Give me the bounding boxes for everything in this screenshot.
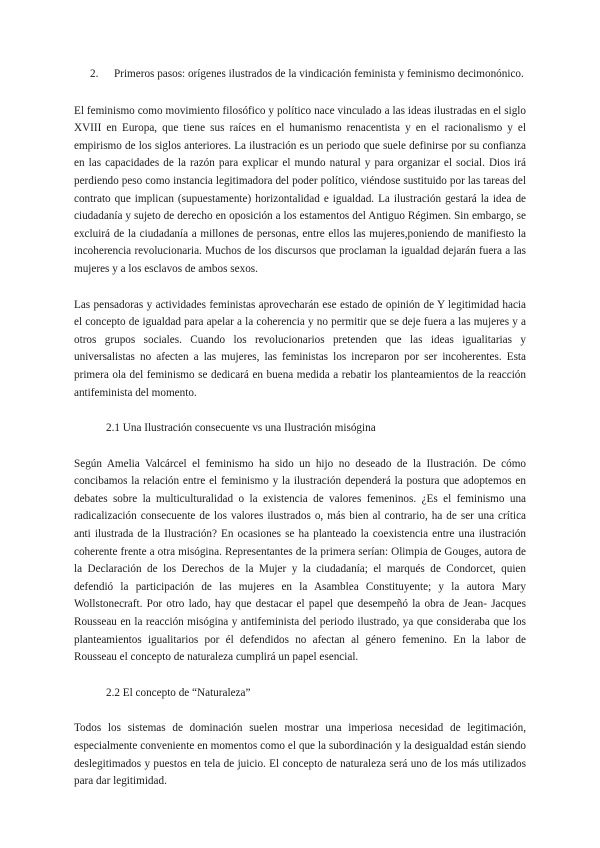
section-number: 2. [90, 68, 99, 80]
paragraph-domination-systems: Todos los sistemas de dominación suelen mostrar una imperiosa necesidad de legitimación, especialmente conveniente en momentos como el que la subordinación y la desigualdad están siendo deslegitimados y puestos en tela de juicio. El concepto de naturaleza será uno de los más utilizados para dar legitimidad. [74, 722, 526, 788]
section-title: Primeros pasos: orígenes ilustrados de la vindicación feminista y feminismo decimonónico. [114, 68, 524, 80]
section-heading-2 [90, 66, 526, 84]
subheading-2-1: 2.1 Una Ilustración consecuente vs una Ilustración misógina [106, 422, 376, 435]
subheading-2-2: 2.2 El concepto de “Naturaleza” [106, 686, 251, 699]
paragraph-feminist-thinkers: Las pensadoras y actividades feministas aprovecharán ese estado de opinión de Y legitimidad hacia el concepto de igualdad para apelar a la coherencia y no permitir que se deje fuera a las mujeres y a otros grupos sociales. Cuando los revolucionarios pretenden que las ideas igualitarias y universalistas no afecten a las mujeres, las feministas los increparon por ser incoherentes. Esta primera ola del feminismo se dedicará en buena medida a rebatir los planteamientos de la reacción antifeminista del momento. [74, 298, 526, 399]
paragraph-valcarcel: Según Amelia Valcárcel el feminismo ha sido un hijo no deseado de la Ilustración. De cómo concibamos la relación entre el feminismo y la ilustración dependerá la postura que adoptemos en debates sobre la multiculturalidad o la existencia de valores femeninos. ¿Es el feminismo una radicalización consecuente de los valores ilustrados o, más bien al contrario, ha de ser una crítica anti ilustrada de la Ilustración? En ocasiones se ha planteado la coexistencia entre una ilustración coherente frente a otra misógina. Representantes de la primera serían: Olimpia de Gouges, autora de la Declaración de los Derechos de la Mujer y la ciudadanía; el marqués de Condorcet, quien defendió la participación de las mujeres en la Asamblea Constituyente; y la autora Mary Wollstonecraft. Por otro lado, hay que destacar el papel que desempeñó la obra de Jean- Jacques Rousseau en la reacción misógina y antifeminista del periodo ilustrado, ya que consideraba que los planteamientos igualitarios por él defendidos no afectan al género femenino. En la labor de Rousseau el concepto de naturaleza cumplirá un papel esencial. [74, 457, 526, 664]
paragraph-intro-enlightenment: El feminismo como movimiento filosófico y político nace vinculado a las ideas ilustradas en el siglo XVIII en Europa, que tiene sus raíces en el humanismo renacentista y en el racionalismo y el empirismo de los siglos anteriores. La ilustración es un periodo que suele definirse por su confianza en las capacidades de la razón para explicar el mundo natural y para organizar el social. Dios irá perdiendo peso como instancia legitimadora del poder político, viéndose sustituido por las tareas del contrato que implican (supuestamente) horizontalidad e igualdad. La ilustración gestará la idea de ciudadanía y sujeto de derecho en oposición a los estamentos del Antiguo Régimen. Sin embargo, se excluirá de la ciudadanía a millones de personas, entre ellos las mujeres,poniendo de manifiesto la incoherencia revolucionaria. Muchos de los discursos que proclaman la igualdad dejarán fuera a las mujeres y a los esclavos de ambos sexos. [74, 104, 526, 275]
document-page [74, 66, 526, 809]
